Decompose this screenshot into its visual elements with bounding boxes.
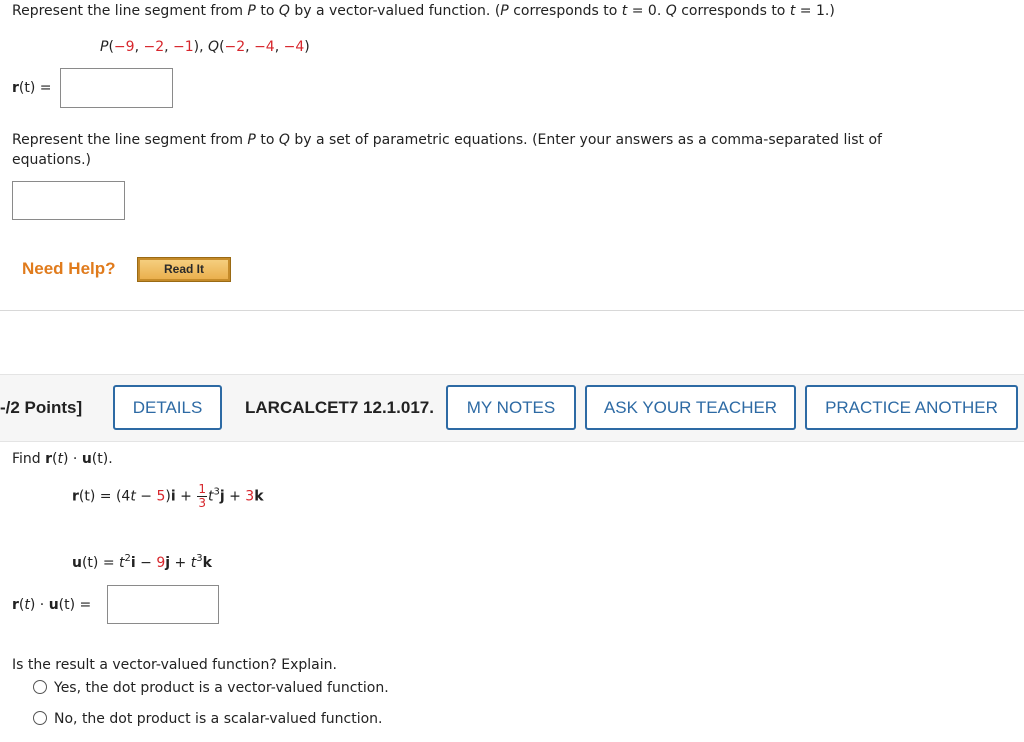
- need-help-label: Need Help?: [22, 259, 116, 278]
- option-yes-label[interactable]: Yes, the dot product is a vector-valued function.: [54, 680, 389, 696]
- points-pq: P(−9, −2, −1), Q(−2, −4, −4): [100, 39, 310, 55]
- rt-label: r(t) =: [12, 80, 52, 96]
- option-yes-radio[interactable]: [33, 680, 47, 694]
- parametric-instruction-line2: equations.): [12, 152, 91, 168]
- points-label: -/2 Points]: [0, 398, 83, 417]
- rt-answer-input[interactable]: [60, 68, 173, 108]
- parametric-instruction-line1: Represent the line segment from P to Q by a set of parametric equations. (Enter your answers as a comma-separated list of: [12, 132, 882, 148]
- parametric-answer-input[interactable]: [12, 181, 125, 220]
- dot-product-label: r(t) · u(t) =: [12, 597, 92, 613]
- details-button[interactable]: DETAILS: [113, 385, 222, 430]
- practice-another-button[interactable]: PRACTICE ANOTHER: [805, 385, 1018, 430]
- rt-equation: r(t) = (4t − 5)i + $\frac{1}{3}$ $t^3j + 3k$: [72, 482, 264, 510]
- option-no-radio[interactable]: [33, 711, 47, 725]
- read-it-button[interactable]: Read It: [138, 258, 230, 281]
- problem-id: LARCALCET7 12.1.017.: [245, 398, 434, 417]
- my-notes-button[interactable]: MY NOTES: [446, 385, 576, 430]
- dot-product-answer-input[interactable]: [107, 585, 219, 624]
- explain-prompt: Is the result a vector-valued function? Explain.: [12, 657, 337, 673]
- section-divider: [0, 310, 1024, 311]
- ut-equation: $u(t) = t^2i - 9j + t^3k$: [72, 553, 212, 571]
- find-dot-product-prompt: Find r(t) · u(t).: [12, 451, 113, 467]
- ask-your-teacher-button[interactable]: ASK YOUR TEACHER: [585, 385, 796, 430]
- vector-function-instruction: Represent the line segment from P to Q by a vector-valued function. (P corresponds to t = 0. Q corresponds to t = 1.): [12, 3, 835, 19]
- option-no-label[interactable]: No, the dot product is a scalar-valued function.: [54, 711, 383, 727]
- one-third-fraction: $\frac{1}{3}$: [198, 482, 206, 510]
